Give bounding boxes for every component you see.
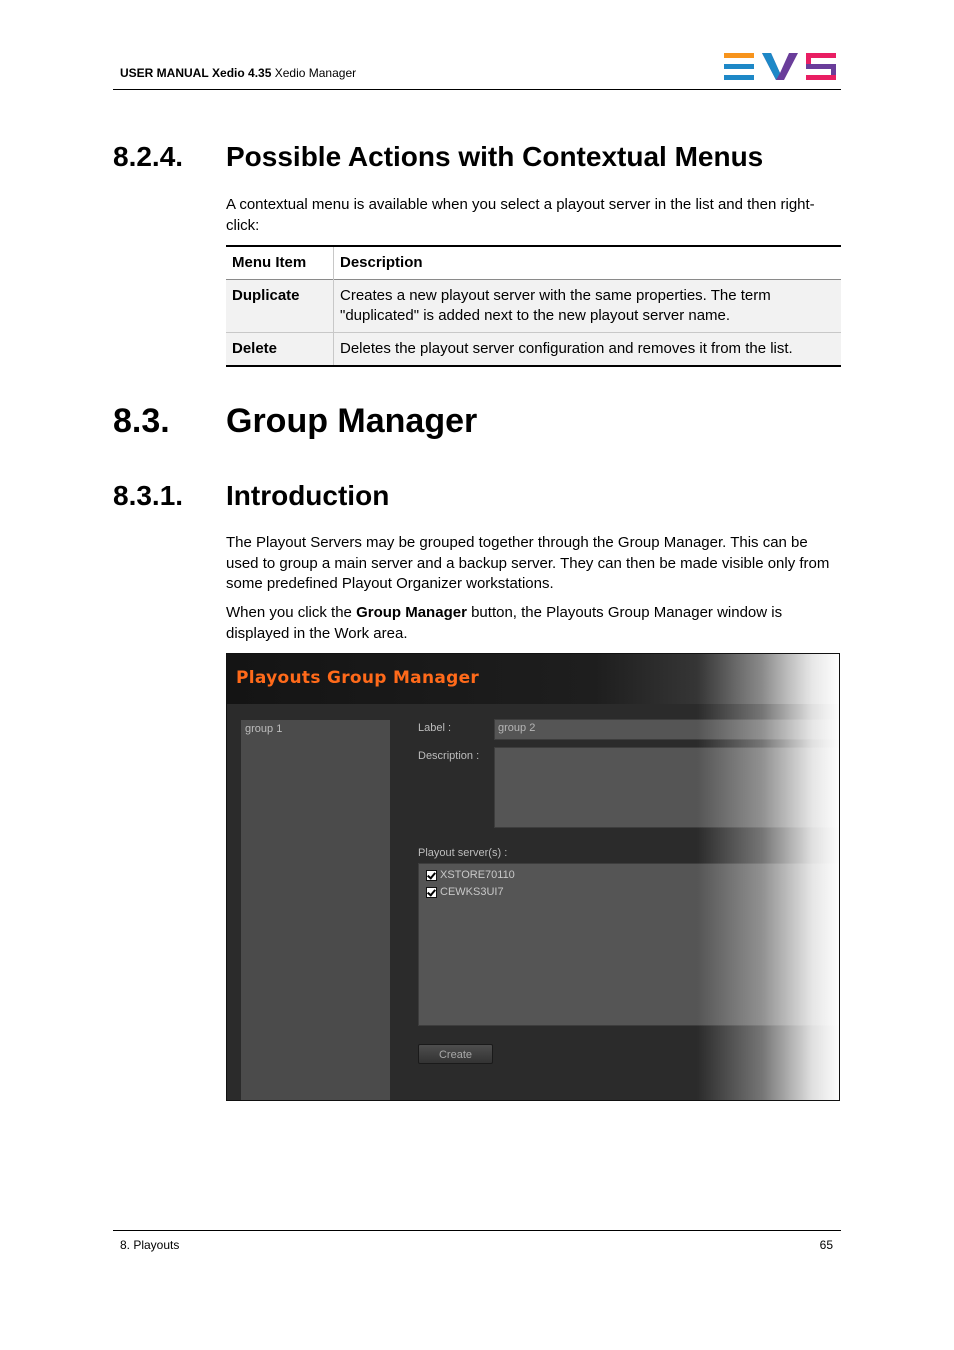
context-menu-table (226, 245, 841, 367)
table-row (226, 280, 841, 333)
servers-caption: Playout server(s) : (418, 847, 508, 859)
list-item[interactable]: group 1 (245, 723, 283, 735)
server-name: CEWKS3UI7 (440, 886, 504, 898)
section-83-number: 8.3. (113, 402, 170, 440)
create-button[interactable]: Create (418, 1044, 493, 1064)
section-831-para1: The Playout Servers may be grouped together through the Group Manager. This can be used to group a main server and a backup server. They can then be made visible only from some predefined Playout Organizer workstations. (226, 534, 830, 592)
section-824-title: Possible Actions with Contextual Menus (226, 141, 764, 172)
server-row[interactable] (426, 869, 515, 881)
table-header-row (226, 246, 841, 280)
label-input-value: group 2 (498, 722, 536, 734)
checkbox-checked-icon[interactable] (426, 887, 437, 898)
col-header-description: Description (340, 254, 423, 271)
table-row (226, 333, 841, 367)
evs-logo (724, 53, 836, 81)
menu-item-duplicate: Duplicate (226, 280, 334, 333)
para2-text-start: When you click the (226, 604, 357, 621)
menu-item-delete: Delete (226, 333, 334, 367)
window-title: Playouts Group Manager (236, 668, 480, 688)
label-caption: Label : (418, 722, 452, 734)
para2-bold-group-manager: Group Manager (356, 604, 467, 621)
footer-chapter: 8. Playouts (120, 1238, 180, 1252)
menu-item-description: Deletes the playout server configuration and removes it from the list. (340, 340, 793, 357)
para2-text-end: button, the Playouts Group Manager window is displayed in the Work area. (226, 604, 783, 642)
server-name: XSTORE70110 (440, 869, 515, 881)
manual-label: USER MANUAL (120, 66, 209, 80)
description-caption: Description : (418, 750, 480, 762)
product-name: Xedio 4.35 (212, 66, 272, 80)
section-83-title: Group Manager (226, 402, 478, 440)
group-manager-screenshot (226, 653, 840, 1101)
footer-rule (113, 1230, 841, 1231)
section-831-para2 (226, 603, 844, 644)
right-fade-overlay (697, 654, 840, 1101)
checkbox-checked-icon[interactable] (426, 870, 437, 881)
section-824-number: 8.2.4. (113, 141, 184, 172)
section-831-title: Introduction (226, 480, 390, 511)
group-list[interactable] (241, 720, 390, 1101)
page-number: 65 (819, 1238, 833, 1252)
section-824-intro: A contextual menu is available when you select a playout server in the list and then right-click: (226, 196, 815, 234)
header-rule (113, 89, 841, 90)
page-header (120, 66, 356, 80)
section-831-number: 8.3.1. (113, 480, 184, 511)
menu-item-description: Creates a new playout server with the same properties. The term "duplicated" is added next to the new playout server name. (340, 287, 771, 324)
server-row[interactable] (426, 886, 504, 898)
col-header-menu-item: Menu Item (226, 246, 334, 280)
module-name: Xedio Manager (274, 66, 357, 80)
